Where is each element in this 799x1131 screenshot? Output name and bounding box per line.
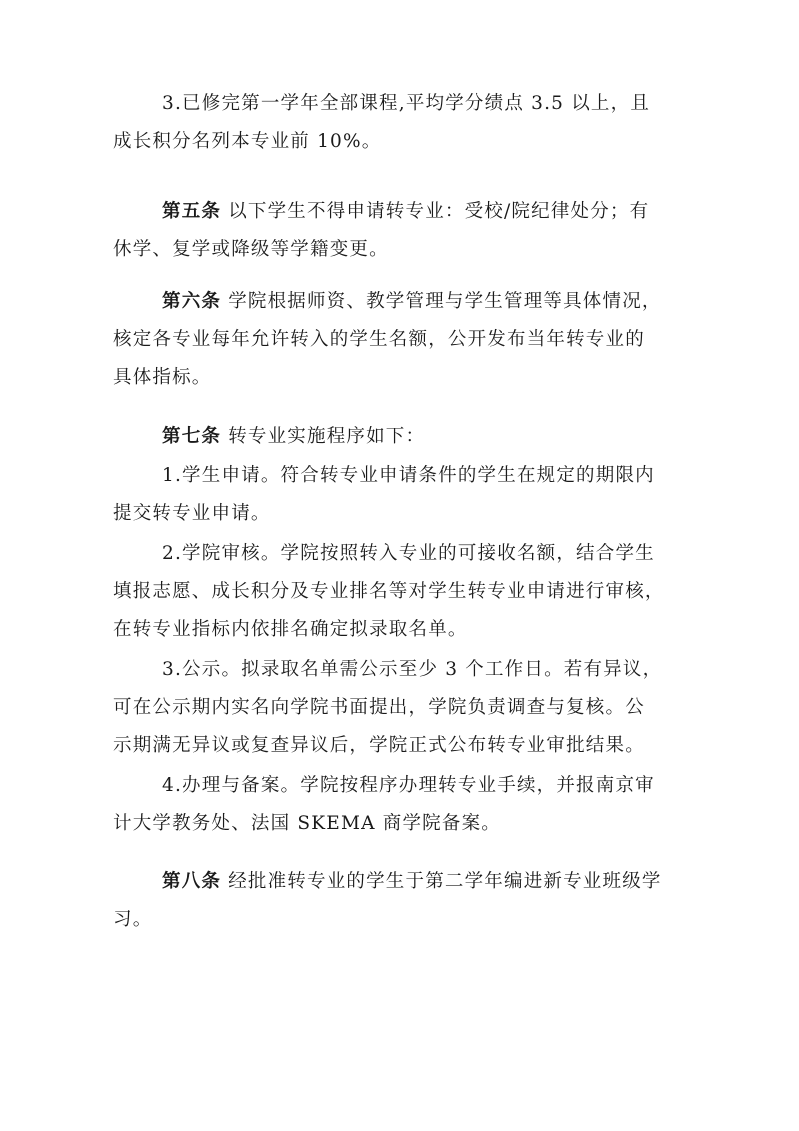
- text-line: [162, 290, 662, 314]
- text-line: 习。: [113, 909, 153, 930]
- text-line: [162, 870, 662, 894]
- text-line: 1.学生申请。符合转专业申请条件的学生在规定的期限内: [162, 465, 655, 486]
- text-line: 在转专业指标内依排名确定拟录取名单。: [113, 619, 468, 640]
- text-line: 2.学院审核。学院按照转入专业的可接收名额，结合学生: [162, 543, 655, 564]
- text-line: [162, 200, 649, 224]
- text-line: 4.办理与备案。学院按程序办理转专业手续，并报南京审: [162, 775, 655, 796]
- text-line: 3.已修完第一学年全部课程,平均学分绩点 3.5 以上，且: [162, 93, 651, 114]
- text-line: 可在公示期内实名向学院书面提出，学院负责调查与复核。公: [113, 697, 645, 718]
- text-line: 3.公示。拟录取名单需公示至少 3 个工作日。若有异议，: [162, 659, 663, 680]
- article-heading: 第六条: [162, 291, 222, 312]
- article-text: 以下学生不得申请转专业：受校/院纪律处分；有: [221, 201, 650, 222]
- article-heading: 第五条: [162, 201, 222, 222]
- article-heading: 第七条: [162, 426, 222, 447]
- text-line: 成长积分名列本专业前 10%。: [113, 131, 382, 152]
- text-line: 提交转专业申请。: [113, 503, 271, 524]
- text-line: 休学、复学或降级等学籍变更。: [113, 239, 389, 260]
- text-line: 核定各专业每年允许转入的学生名额，公开发布当年转专业的: [113, 329, 645, 350]
- text-line: 计大学教务处、法国 SKEMA 商学院备案。: [113, 813, 501, 834]
- text-line: 具体指标。: [113, 367, 212, 388]
- article-text: 经批准转专业的学生于第二学年编进新专业班级学: [221, 871, 662, 892]
- article-text: 学院根据师资、教学管理与学生管理等具体情况，: [221, 291, 662, 312]
- article-heading: 第八条: [162, 871, 222, 892]
- text-line: 填报志愿、成长积分及专业排名等对学生转专业申请进行审核，: [113, 581, 665, 602]
- text-line: 示期满无异议或复查异议后，学院正式公布转专业审批结果。: [113, 735, 645, 756]
- article-text: 转专业实施程序如下：: [221, 426, 426, 447]
- text-line: [162, 425, 425, 449]
